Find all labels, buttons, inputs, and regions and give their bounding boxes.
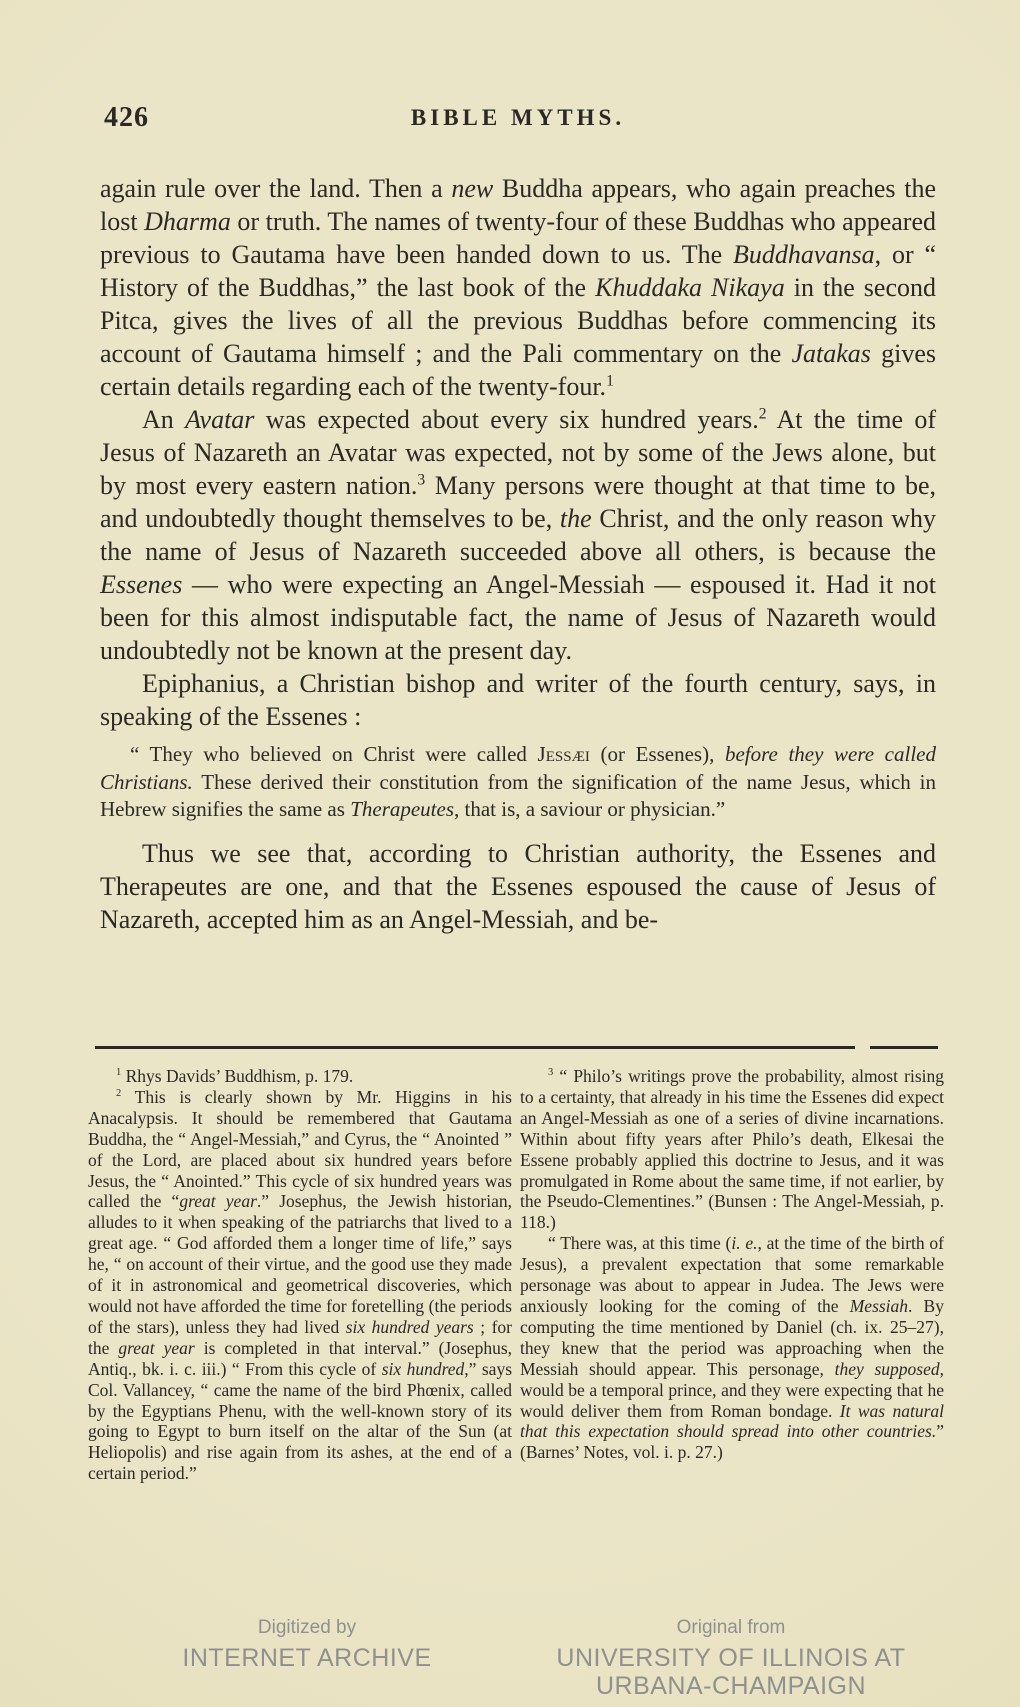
footnote-column-left (88, 1066, 512, 1484)
body-paragraph: again rule over the land. Then a new Buddha appears, who again preaches the lost Dharma or truth. The names of twenty-four of these Buddhas who appeared previous to Gautama have been handed down to us. The Buddhavansa, or “ History of the Buddhas,” the last book of the Khuddaka Nikaya in the second Pitca, gives the lives of all the previous Buddhas before commencing its account of Gautama himself ; and the Pali commentary on the Jatakas gives certain details regarding each of the twenty-four.$^1$ (100, 174, 937, 401)
digitized-by-stamp (157, 1617, 457, 1672)
footnote: “ There was, at this time (i. e., at the time of the birth of Jesus), a prevalent expectation that some remarkable personage was about to appear in Judea. The Jews were anxiously looking for the coming of the Messiah. By computing the time mentioned by Daniel (ch. ix. 25–27), they knew that the period was approaching when the Messiah should appear. This personage, they supposed, would be a temporal prince, and they were expecting that he would deliver them from Roman bondage. It was natural that this expectation should spread into other countries.” (Barnes’ Notes, vol. i. p. 27.) (520, 1233, 944, 1463)
footnotes (88, 1066, 944, 1484)
quote-paragraph: “ They who believed on Christ were called Jessæi (or Essenes), before they were called Christians. These derived their constitution from the signification of the name Jesus, which in Hebrew signifies the same as Therapeutes, that is, a saviour or physician.” (100, 742, 936, 821)
body-text (100, 172, 936, 936)
body-paragraph: Epiphanius, a Christian bishop and writer of the fourth century, says, in speaking of the Essenes : (100, 669, 936, 731)
footnote: $^3$ “ Philo’s writings prove the probability, almost rising to a certainty, that already in his time the Essenes did expect an Angel-Messiah as one of a series of divine incarnations. Within about fifty years after Philo’s death, Elkesai the Essene probably applied this doctrine to Jesus, and it was promulgated in Rome about the same time, if not earlier, by the Pseudo-Clementines.” (Bunsen : The Angel-Messiah, p. 118.) (520, 1066, 944, 1233)
stamp-label: Digitized by (257, 1617, 357, 1638)
page-number: 426 (104, 102, 149, 133)
footnote: $^1$ Rhys Davids’ Buddhism, p. 179. (116, 1066, 354, 1086)
running-title: BIBLE MYTHS. (410, 105, 626, 130)
body-paragraph: Thus we see that, according to Christian authority, the Essenes and Therapeutes are one, and that the Essenes espoused the cause of Jesus of Nazareth, accepted him as an Angel-Messiah, and be- (100, 838, 936, 934)
original-from-stamp (541, 1617, 921, 1700)
page-header (100, 102, 936, 136)
stamp-source: INTERNET ARCHIVE (182, 1644, 432, 1672)
footnote: $^2$ This is clearly shown by Mr. Higgins in his Anacalypsis. It should be remembered that Gautama Buddha, the “ Angel-Messiah,” and Cyrus, the “ Anointed ” of the Lord, are placed about six hundred years before Jesus, the “ Anointed.” This cycle of six hundred years was called the “great year.” Josephus, the Jewish historian, alludes to it when speaking of the patriarchs that lived to a great age. “ God afforded them a longer time of life,” says he, “ on account of their virtue, and the good use they made of it in astronomical and geometrical discoveries, which would not have afforded the time for foretelling (the periods of the stars), unless they had lived six hundred years ; for the great year is completed in that interval.” (Josephus, Antiq., bk. i. c. iii.) “ From this cycle of six hundred,” says Col. Vallancey, “ came the name of the bird Phœnix, called by the Egyptians Phenu, with the well-known story of its going to Egypt to burn itself on the altar of the Sun (at Heliopolis) and rise again from its ashes, at the end of a certain period.” (88, 1086, 513, 1484)
stamp-source: UNIVERSITY OF ILLINOIS AT (556, 1644, 906, 1672)
body-paragraph: An Avatar was expected about every six hundred years.$^2$ At the time of Jesus of Nazareth an Avatar was expected, not by some of the Jews alone, but by most every eastern nation.$^3$ Many persons were thought at that time to be, and undoubtedly thought themselves to be, the Christ, and the only reason why the name of Jesus of Nazareth succeeded above all others, is because the Essenes — who were expecting an Angel-Messiah — espoused it. Had it not been for this almost indisputable fact, the name of Jesus of Nazareth would undoubtedly not be known at the present day. (100, 405, 937, 665)
stamp-source: URBANA-CHAMPAIGN (595, 1672, 867, 1700)
footnote-rule-segment (95, 1046, 855, 1049)
stamp-label: Original from (676, 1617, 786, 1638)
footnote-column-right (520, 1066, 944, 1484)
footnote-rule (95, 1046, 938, 1049)
footnote-rule-segment (870, 1046, 938, 1049)
